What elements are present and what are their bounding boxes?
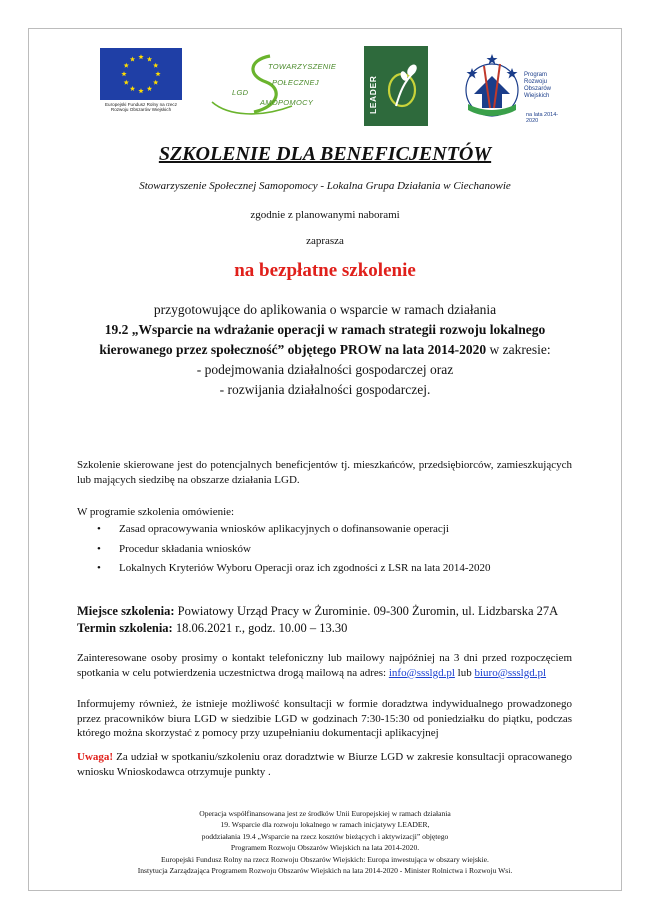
contact-paragraph	[77, 651, 572, 680]
email-link-biuro[interactable]: biuro@ssslgd.pl	[474, 666, 547, 679]
eu-star	[130, 86, 135, 91]
time-line	[77, 620, 572, 637]
eu-caption-line: Europejski Fundusz Rolny na rzecz	[104, 102, 177, 107]
intro-line: przygotowujące do aplikowania o wsparcie w ramach działania	[153, 302, 497, 317]
eu-flag-icon	[100, 48, 182, 100]
program-item: • Procedur składania wniosków	[95, 540, 491, 560]
intro-measure	[98, 320, 552, 360]
footer-line: poddziałania 19.4 „Wsparcie na rzecz kosztów bieżących i aktywizacji” objętego	[201, 831, 449, 841]
time-label: Termin szkolenia:	[77, 621, 173, 635]
scope-item: - rozwijania działalności gospodarczej.	[219, 382, 431, 397]
naborami-line: zgodnie z planowanymi naborami	[250, 209, 400, 221]
eu-logo	[100, 48, 182, 118]
lgd-logo	[208, 50, 338, 122]
document-title: SZKOLENIE DLA BENEFICJENTÓW	[158, 143, 492, 165]
prow-text	[524, 72, 551, 100]
place-value: Powiatowy Urząd Pracy w Żurominie. 09-300 Żuromin, ul. Lidzbarska 27A	[174, 604, 559, 618]
eu-star	[124, 80, 129, 85]
program-item: • Zasad opracowywania wniosków aplikacyjnych o dofinansowanie operacji	[95, 520, 491, 540]
place-label: Miejsce szkolenia:	[77, 604, 175, 618]
scope-item: - podejmowania działalności gospodarczej oraz	[196, 362, 454, 377]
leader-logo	[364, 46, 428, 126]
prow-emblem-icon	[460, 46, 524, 128]
footer-line: 19. Wsparcie dla rozwoju lokalnego w ramach inicjatywy LEADER,	[220, 820, 430, 830]
eu-star	[147, 86, 152, 91]
email-separator: lub	[454, 666, 475, 679]
eu-stars-icon	[100, 48, 182, 100]
organizer-subtitle: Stowarzyszenie Społecznej Samopomocy - Lokalna Grupa Działania w Ciechanowie	[139, 180, 511, 192]
prow-years: na lata 2014-2020	[526, 112, 559, 124]
program-intro: W programie szkolenia omówienie:	[77, 506, 235, 518]
eu-caption	[100, 102, 182, 112]
footer-line: Instytucja Zarządzająca Programem Rozwoju Obszarów Wiejskich na lata 2014-2020 - Minister Rolnictwa i Rozwoju Wsi.	[137, 866, 513, 876]
lgd-line: LGD	[232, 88, 249, 97]
eu-star	[121, 71, 126, 76]
lgd-line: AMOPOMOCY	[260, 98, 314, 107]
svg-text:LEADER: LEADER	[368, 75, 378, 114]
program-list	[95, 520, 491, 579]
intro-measure-after: w zakresie:	[486, 342, 551, 357]
intro-block	[28, 300, 622, 400]
footer-line: Programem Rozwoju Obszarów Wiejskich na lata 2014-2020.	[230, 843, 420, 853]
prow-text-line: Wiejskich	[524, 93, 550, 99]
consultation-paragraph: Informujemy również, że istnieje możliwość konsultacji w formie doradztwa indywidualnego prowadzonego przez pracowników biura LGD w siedzibie LGD w godzinach 7:30-15:30 od poniedziałku do piątku, podczas którego można skorzystać z pomocy przy uzupełnianiu dokumentacji aplikacyjnej	[77, 698, 572, 740]
footer-line: Europejski Fundusz Rolny na rzecz Rozwoju Obszarów Wiejskich: Europa inwestująca w obszary wiejskie.	[161, 854, 489, 864]
time-value: 18.06.2021 r., godz. 10.00 – 13.30	[172, 621, 348, 635]
eu-star	[124, 63, 129, 68]
eu-star	[147, 56, 152, 61]
eu-star	[138, 88, 143, 93]
eu-caption-line: Rozwoju Obszarów Wiejskich	[110, 107, 172, 113]
email-link-info[interactable]: info@ssslgd.pl	[388, 666, 455, 679]
zaprasza-line: zaprasza	[306, 235, 344, 247]
lgd-line: TOWARZYSZENIE	[268, 62, 337, 71]
logos-row	[100, 46, 560, 130]
headline: na bezpłatne szkolenie	[234, 260, 416, 281]
notice-label: Uwaga!	[77, 751, 114, 763]
prow-text-line: Obszarów	[524, 86, 552, 92]
intro-measure-bold: 19.2 „Wsparcie na wdrażanie operacji w ramach strategii rozwoju lokalnego kierowanego przez społeczność” objętego PROW na lata 2014-2020	[99, 322, 546, 357]
place-time-block	[77, 603, 572, 637]
eu-star	[155, 71, 160, 76]
prow-logo	[460, 46, 560, 128]
eu-star	[138, 54, 143, 59]
notice-paragraph	[77, 750, 572, 779]
eu-star	[130, 56, 135, 61]
lgd-line: POŁECZNEJ	[272, 78, 319, 87]
contact-text: Zainteresowane osoby prosimy o kontakt telefoniczny lub mailowy najpóźniej na 3 dni przed rozpoczęciem spotkania w celu potwierdzenia uczestnictwa drogą mailową na adres:	[77, 652, 572, 679]
audience-paragraph: Szkolenie skierowane jest do potencjalnych beneficjentów tj. mieszkańców, przedsiębiorców, zamieszkujących lub mających siedzibę na obszarze działania LGD.	[77, 459, 572, 486]
place-line	[77, 603, 572, 620]
eu-star	[153, 63, 158, 68]
leader-plant-icon	[364, 46, 428, 126]
notice-text: Za udział w spotkaniu/szkoleniu oraz doradztwie w Biurze LGD w zakresie konsultacji opracowanego wniosku Wnioskodawca otrzymuje punkty .	[77, 751, 572, 778]
prow-text-line: Rozwoju	[524, 79, 548, 85]
footer-line: Operacja współfinansowana jest ze środków Unii Europejskiej w ramach działania	[199, 809, 451, 818]
eu-star	[153, 80, 158, 85]
prow-text-line: Program	[524, 72, 548, 78]
program-item: • Lokalnych Kryteriów Wyboru Operacji oraz ich zgodności z LSR na lata 2014-2020	[95, 559, 491, 579]
footer	[28, 808, 622, 876]
